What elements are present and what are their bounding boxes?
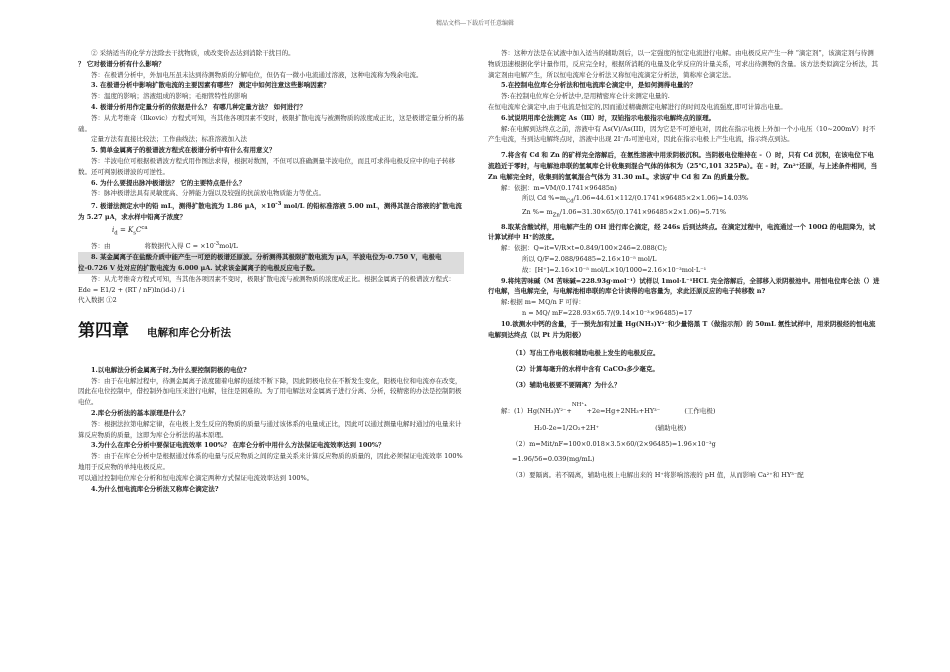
answer-paragraph: 答：从尤考维奇方程式可知，当其他各项因素不变时，极限扩散电流与被测物质的浓度成正比。根据金属离子的极谱波方程式：	[91, 274, 455, 283]
question-heading: 7.将含有 Cd 和 Zn 的矿样完全溶解后，在氨性溶液中用汞阴极沉积。当阴极电位维持在 -（）时，只有 Cd 沉积，在该电位下电流趋近于零时，与电解池串联的氢氧库仑计收集到混合气体的体积为（25℃,101 325Pa）。在 - 时，Zn²⁺还原，与上述条件相同，当 Zn 电解完全时，收集到的氢氧混合气体为 31.30 mL。求该矿中 Cd 和 Zn 的质量分数。	[488, 151, 878, 181]
question-heading: 3. 在极谱分析中影响扩散电流的主要因素有哪些？ 测定中如何注意这些影响因素？	[91, 81, 330, 90]
answer-paragraph: 在恒电流库仑滴定中,由于电流是恒定的,因而通过精确测定电解进行的时间及电流强度,即可计算出电量。	[488, 102, 787, 111]
equation-line: Ede = E1/2 + (RT / nF)ln(id-i) / i	[78, 285, 185, 294]
question-heading: 6. 为什么要提出脉冲极谱法？ 它的主要特点是什么？	[91, 178, 246, 187]
question-heading: 6.试说明用库仑法测定 As（Ⅲ）时，双铂指示电极指示电解终点的原理。	[501, 113, 716, 122]
sub-question: （2）计算每毫升的水样中含有 CaCO₃多少毫克。	[512, 365, 659, 374]
solution-line: （2）m=Mit/nF=100×0.018×3.5×60/(2×96485)=1.96×10⁻³g	[512, 439, 716, 448]
left-column	[78, 48, 464, 494]
answer-paragraph: 答：脉冲极谱法具有灵敏度高、分辨能力强以及较强的抗前放电物质能力等优点。	[91, 189, 325, 198]
formula-line: $i_d = K_sC^{ca}$	[112, 224, 148, 237]
solution-line: 解:根据 m= MQ/n F 可得：	[501, 298, 585, 307]
question-heading: 10.欲测水中钙的含量，于一预先加有过量 Hg(NH₃)Y²⁻和少量铬黑 T（做指示剂）的 50mL 氨性试样中，用汞阴极经的恒电流电解到达终点（以 Pt 片为阳极）	[488, 319, 876, 339]
solution-line: n = MQ/ mF=228.93×65.7/(9.14×10⁻³×96485)=17	[522, 308, 693, 317]
question-heading: 3.为什么在库仑分析中要保证电流效率 100%？ 在库仑分析中用什么方法保证电流效率达到 100%？	[91, 441, 385, 450]
question-heading: 8. 某金属离子在盐酸介质中能产生一可逆的极谱还原波。分析测得其极限扩散电流为 μA，半波电位为-0.750 V，电极电位-0.726 V 处对应的扩散电流为 6.000 μA. 试求该金属离子的电极反应电子数。	[78, 252, 464, 274]
question-heading: 9.将纯苦味碱（M 苦味碱=228.93g·mol⁻¹）试样以 1mol·L⁻¹HCL 完全溶解后，全部移入汞阴极池中。用恒电位库仑法（）进行电解，当电解完全，与电解池相串联的库仑计读得的电容量为，求此还原反应的电子转移数 n?	[488, 276, 880, 296]
answer-paragraph: 答:在控制电位库仑分析法中,是用精密库仑计来测定电量的.	[501, 92, 670, 101]
answer-paragraph: 答：由于在电解过程中，待测金属离子浓度随着电解的延续不断下降，因此阴极电位在不断发生变化，阳极电位和电流亦在改变，因此在电位控制中，借控制外加电压来进行电解，往往是困难的。为了用电解法对金属离子进行分离、分析，较精密的办法是控制阴极电位。	[78, 376, 462, 407]
question-heading: ？ 它对极谱分析有什么影响？	[78, 59, 165, 68]
solution-line: 所以 Cd $\%=m_{Cd}/1.06=44.61\times 112/(0.1741\times 96485\times 2\times 1.06)=14.03\%$	[522, 194, 749, 205]
solution-line: =1.96/56=0.039(mg/mL)	[512, 455, 595, 464]
right-column	[488, 48, 880, 481]
paragraph: ② 采纳适当的化学方法除去干扰物质，或改变价态达到消除干扰目的。	[91, 49, 295, 57]
question-heading: 5.在控制电位库仑分析法和恒电流库仑滴定中，是如何测得电量的？	[501, 81, 697, 90]
question-heading: 8.取某含酸试样，用电解产生的 OH 进行库仑滴定，经 246s 后到达终点。在滴定过程中，电流通过一个 100Ω 的电阻降为，试计算试样中 H⁺的浓度。	[488, 222, 876, 242]
solution-line: 所以 Q/F=2.088/96485=2.16×10⁻⁵ mol/L	[522, 254, 657, 263]
answer-paragraph: 答：在极谱分析中，外加电压虽未达到待测物质的分解电位，但仍有一微小电流通过溶液，这种电流称为残余电流。	[91, 70, 423, 79]
solution-line: 解：依据：Q=it=V/R×t=0.849/100×246=2.088(C);	[501, 244, 668, 253]
sub-question: （1）写出工作电极和辅助电极上发生的电极反应。	[512, 349, 660, 358]
solution-line: Zn %= $m_{Zn}/1.06=31.30\times 65/(0.1741\times 96485\times 2\times 1.06)=5.71\%$	[522, 208, 727, 219]
answer-paragraph: 答：由 将数据代入得 $C = \times 10^{-3}mol/L$	[91, 241, 238, 251]
sub-question: （3）辅助电极要不要隔离？为什么？	[512, 380, 621, 389]
solution-line: 解：依据：m=VM/(0.1741×96485n)	[501, 183, 617, 192]
paragraph: 可以通过控制电位库仑分析和恒电流库仑滴定两种方式保证电流效率达到 100%。	[78, 473, 314, 482]
answer-paragraph: 解:在电解到达终点之前，溶液中有 As(V)/As(III)，因为它是不可逆电对，因此在指示电极上外加一个小电压（10~200mV）时不产生电流，当到达电解终点时，溶液中出现 2I⁻/I₂可逆电对，因此在指示电极上产生电流，指示终点到达。	[488, 124, 876, 144]
answer-paragraph: 定量方法有直接比较法；工作曲线法；标准溶液加入法	[91, 135, 247, 144]
answer-paragraph: 答：温度的影响；溶液组成的影响；毛细管特性的影响	[91, 92, 247, 101]
question-heading: 4. 极谱分析用作定量分析的依据是什么？ 有哪几种定量方法？ 如何进行？	[91, 102, 307, 111]
solution-line: H₂0-2e=1/2O₂+2H⁺ (辅助电极)	[534, 423, 687, 432]
answer-paragraph: 答：半波电位可根据极谱波方程式用作图法求得，根据对数图，不但可以准确测量半波电位，而且可求得电极反应中的电子转移数。还可判别极谱波的可逆性。	[78, 156, 455, 176]
question-heading: 5. 简单金属离子的极谱波方程式在极谱分析中有什么有用意义？	[91, 146, 276, 155]
chapter-number: 第四章	[78, 321, 129, 342]
chapter-title: 电解和库仑分析法	[147, 327, 231, 340]
solution-line: 解：(1）Hg(NH₃)Y²⁻+$^{NH^+_4}$+2e=Hg+2NH₃+HY³⁻ (工作电极)	[501, 401, 716, 415]
answer-paragraph: 答：这种方法是在试液中加入适当的辅助剂后，以一定强度的恒定电流进行电解。由电极反应产生一种 “滴定剂”，该滴定剂与待测物质迅速根据化学计量作用，反应完全时，根据所消耗的电量及化学反应的计量关系，可求出待测物的含量。该方法类似滴定分析法，其滴定剂由电解产生，所以恒电流库仑分析法又称恒电流滴定分析法，简称库仑滴定法。	[488, 49, 878, 79]
question-heading: 7. 极谱法测定水中的铅 mL，测得扩散电流为 1.86 μA，$\times 10^{-3}$ mol/L 的铅标准溶液 5.00 mL，测得其混合溶液的扩散电流为 5.27 μA，求水样中铅离子浓度？	[78, 201, 462, 222]
answer-paragraph: 答：根据法拉第电解定律，在电极上发生反应的物质的质量与通过该体系的电量成正比，因此可以通过测量电解时通过的电量来计算反应物质的质量，这即为库仑分析法的基本原理。	[78, 419, 462, 439]
page-header: 精品文档---下载后可任意编辑	[435, 20, 515, 27]
question-heading: 1.以电解法分析金属离子时,为什么要控制阴极的电位?	[91, 365, 247, 374]
question-heading: 2.库仑分析法的基本原理是什么？	[91, 409, 189, 418]
question-heading: 4.为什么恒电流库仑分析法又称库仑滴定法?	[91, 484, 219, 493]
solution-line: 故：[H⁺]=2.16×10⁻⁵ mol/L×10/1000=2.16×10⁻³mol·L⁻¹	[522, 265, 707, 274]
equation-line: 代入数据 ①2	[78, 296, 117, 305]
solution-line: （3）要隔离。若不隔离，辅助电极上电解出来的 H⁺将影响溶液的 pH 值，从而影响 Ca²⁺和 HY³⁻配	[512, 471, 804, 480]
answer-paragraph: 答：由于在库仑分析中是根据通过体系的电量与反应物质之间的定量关系来计算反应物质的质量的，因此必须保证电流效率 100%地用于反应物的单纯电极反应。	[78, 452, 463, 472]
chapter-heading	[78, 321, 464, 342]
answer-paragraph: 答：从尤考维奇（Ilkovic）方程式可知，当其他各项因素不变时，极限扩散电流与被测物质的浓度成正比，这是极谱定量分析的基础。	[78, 113, 464, 133]
